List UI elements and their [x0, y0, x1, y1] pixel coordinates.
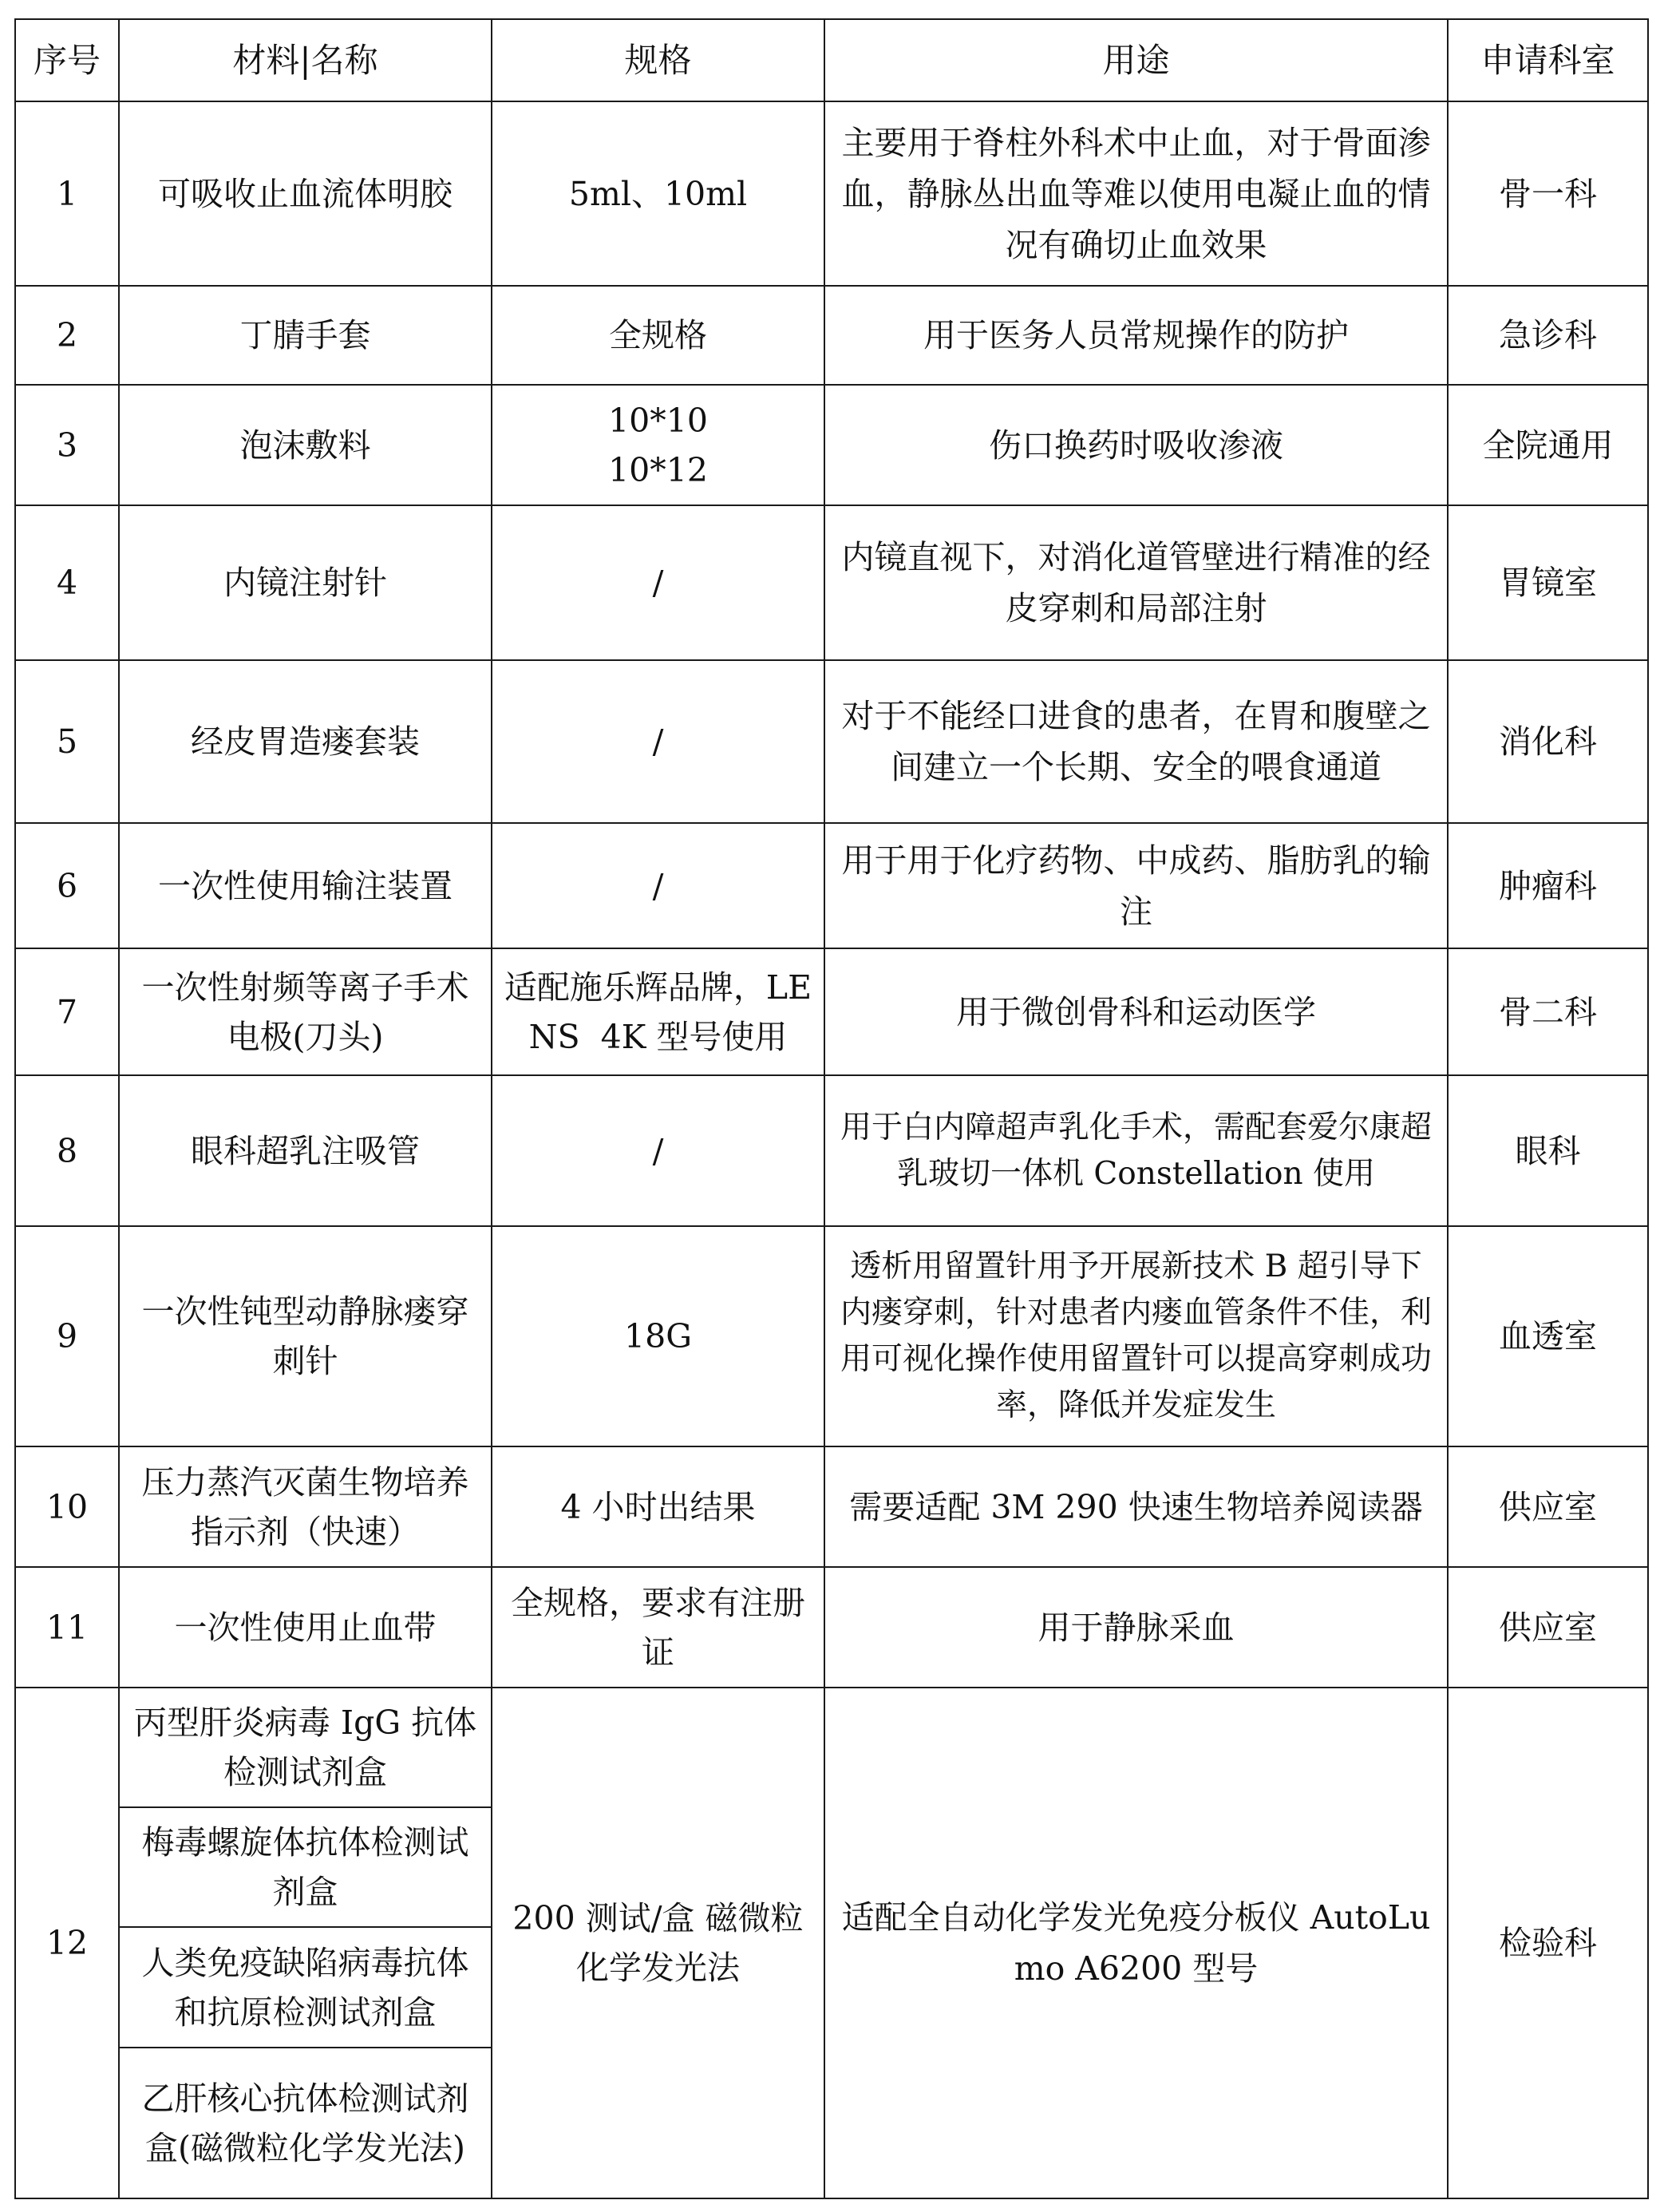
- header-spec: 规格: [492, 19, 824, 101]
- row-purpose: 用于微创骨科和运动医学: [824, 948, 1448, 1075]
- row-index: 4: [15, 505, 119, 660]
- row-material: 内镜注射针: [119, 505, 492, 660]
- row-material: 一次性使用输注装置: [119, 823, 492, 948]
- table-row: [15, 1688, 1648, 1807]
- header-purpose: 用途: [824, 19, 1448, 101]
- table-row: [15, 286, 1648, 385]
- row-index: 6: [15, 823, 119, 948]
- row-purpose: 伤口换药时吸收渗液: [824, 385, 1448, 505]
- row-purpose: 用于静脉采血: [824, 1567, 1448, 1688]
- row-spec: 4 小时出结果: [492, 1446, 824, 1567]
- row-material: 可吸收止血流体明胶: [119, 101, 492, 286]
- row-material: 丁腈手套: [119, 286, 492, 385]
- row-purpose: 对于不能经口进食的患者，在胃和腹壁之间建立一个长期、安全的喂食通道: [824, 660, 1448, 823]
- row-index: 12: [15, 1688, 119, 2198]
- row-index: 2: [15, 286, 119, 385]
- table-row: [15, 1567, 1648, 1688]
- row-index: 10: [15, 1446, 119, 1567]
- row-purpose: 适配全自动化学发光免疫分板仪 AutoLumo A6200 型号: [824, 1688, 1448, 2198]
- row-spec: /: [492, 1075, 824, 1226]
- row-spec: /: [492, 505, 824, 660]
- row-material: 乙肝核心抗体检测试剂盒(磁微粒化学发光法): [119, 2048, 492, 2198]
- table-row: [15, 1075, 1648, 1226]
- row-purpose: 主要用于脊柱外科术中止血，对于骨面渗血，静脉丛出血等难以使用电凝止血的情况有确切止血效果: [824, 101, 1448, 286]
- row-index: 9: [15, 1226, 119, 1446]
- row-department: 急诊科: [1448, 286, 1648, 385]
- row-material: 人类免疫缺陷病毒抗体和抗原检测试剂盒: [119, 1927, 492, 2048]
- row-material: 泡沫敷料: [119, 385, 492, 505]
- row-material: 一次性使用止血带: [119, 1567, 492, 1688]
- row-index: 1: [15, 101, 119, 286]
- row-purpose: 用于白内障超声乳化手术，需配套爱尔康超乳玻切一体机 Constellation 使用: [824, 1075, 1448, 1226]
- row-department: 眼科: [1448, 1075, 1648, 1226]
- table-row: [15, 948, 1648, 1075]
- row-index: 3: [15, 385, 119, 505]
- row-spec: 18G: [492, 1226, 824, 1446]
- row-index: 8: [15, 1075, 119, 1226]
- header-material: 材料|名称: [119, 19, 492, 101]
- row-department: 骨一科: [1448, 101, 1648, 286]
- row-purpose: 用于医务人员常规操作的防护: [824, 286, 1448, 385]
- row-spec: 适配施乐辉品牌，LENS 4K 型号使用: [492, 948, 824, 1075]
- row-index: 11: [15, 1567, 119, 1688]
- row-department: 胃镜室: [1448, 505, 1648, 660]
- header-department: 申请科室: [1448, 19, 1648, 101]
- table-row: [15, 1446, 1648, 1567]
- row-spec: [492, 385, 824, 505]
- row-department: 肿瘤科: [1448, 823, 1648, 948]
- row-spec: /: [492, 660, 824, 823]
- row-department: 全院通用: [1448, 385, 1648, 505]
- row-material: 经皮胃造瘘套装: [119, 660, 492, 823]
- row-spec: /: [492, 823, 824, 948]
- row-department: 检验科: [1448, 1688, 1648, 2198]
- table-row: [15, 505, 1648, 660]
- row-material: 眼科超乳注吸管: [119, 1075, 492, 1226]
- row-spec: 全规格，要求有注册证: [492, 1567, 824, 1688]
- header-index: 序号: [15, 19, 119, 101]
- row-material: 丙型肝炎病毒 IgG 抗体检测试剂盒: [119, 1688, 492, 1807]
- row-spec: 全规格: [492, 286, 824, 385]
- row-spec: 5ml、10ml: [492, 101, 824, 286]
- table-row: [15, 385, 1648, 505]
- row-department: 供应室: [1448, 1446, 1648, 1567]
- table-row: [15, 1226, 1648, 1446]
- row-spec: 200 测试/盒 磁微粒化学发光法: [492, 1688, 824, 2198]
- table-row: [15, 823, 1648, 948]
- materials-table: [14, 18, 1649, 2199]
- row-purpose: 透析用留置针用予开展新技术 B 超引导下内瘘穿刺，针对患者内瘘血管条件不佳，利用可视化操作使用留置针可以提高穿刺成功率，降低并发症发生: [824, 1226, 1448, 1446]
- row-material: 压力蒸汽灭菌生物培养指示剂（快速）: [119, 1446, 492, 1567]
- table-row: [15, 101, 1648, 286]
- row-department: 骨二科: [1448, 948, 1648, 1075]
- row-material: 一次性射频等离子手术电极(刀头): [119, 948, 492, 1075]
- spec-line: 10*12: [608, 450, 708, 489]
- row-purpose: 需要适配 3M 290 快速生物培养阅读器: [824, 1446, 1448, 1567]
- row-department: 供应室: [1448, 1567, 1648, 1688]
- row-department: 消化科: [1448, 660, 1648, 823]
- row-department: 血透室: [1448, 1226, 1648, 1446]
- row-index: 5: [15, 660, 119, 823]
- row-purpose: 内镜直视下，对消化道管壁进行精准的经皮穿刺和局部注射: [824, 505, 1448, 660]
- row-purpose: 用于用于化疗药物、中成药、脂肪乳的输注: [824, 823, 1448, 948]
- table-header-row: [15, 19, 1648, 101]
- row-index: 7: [15, 948, 119, 1075]
- spec-line: 10*10: [608, 401, 708, 440]
- row-material: 梅毒螺旋体抗体检测试剂盒: [119, 1807, 492, 1927]
- table-row: [15, 660, 1648, 823]
- row-material: 一次性钝型动静脉瘘穿刺针: [119, 1226, 492, 1446]
